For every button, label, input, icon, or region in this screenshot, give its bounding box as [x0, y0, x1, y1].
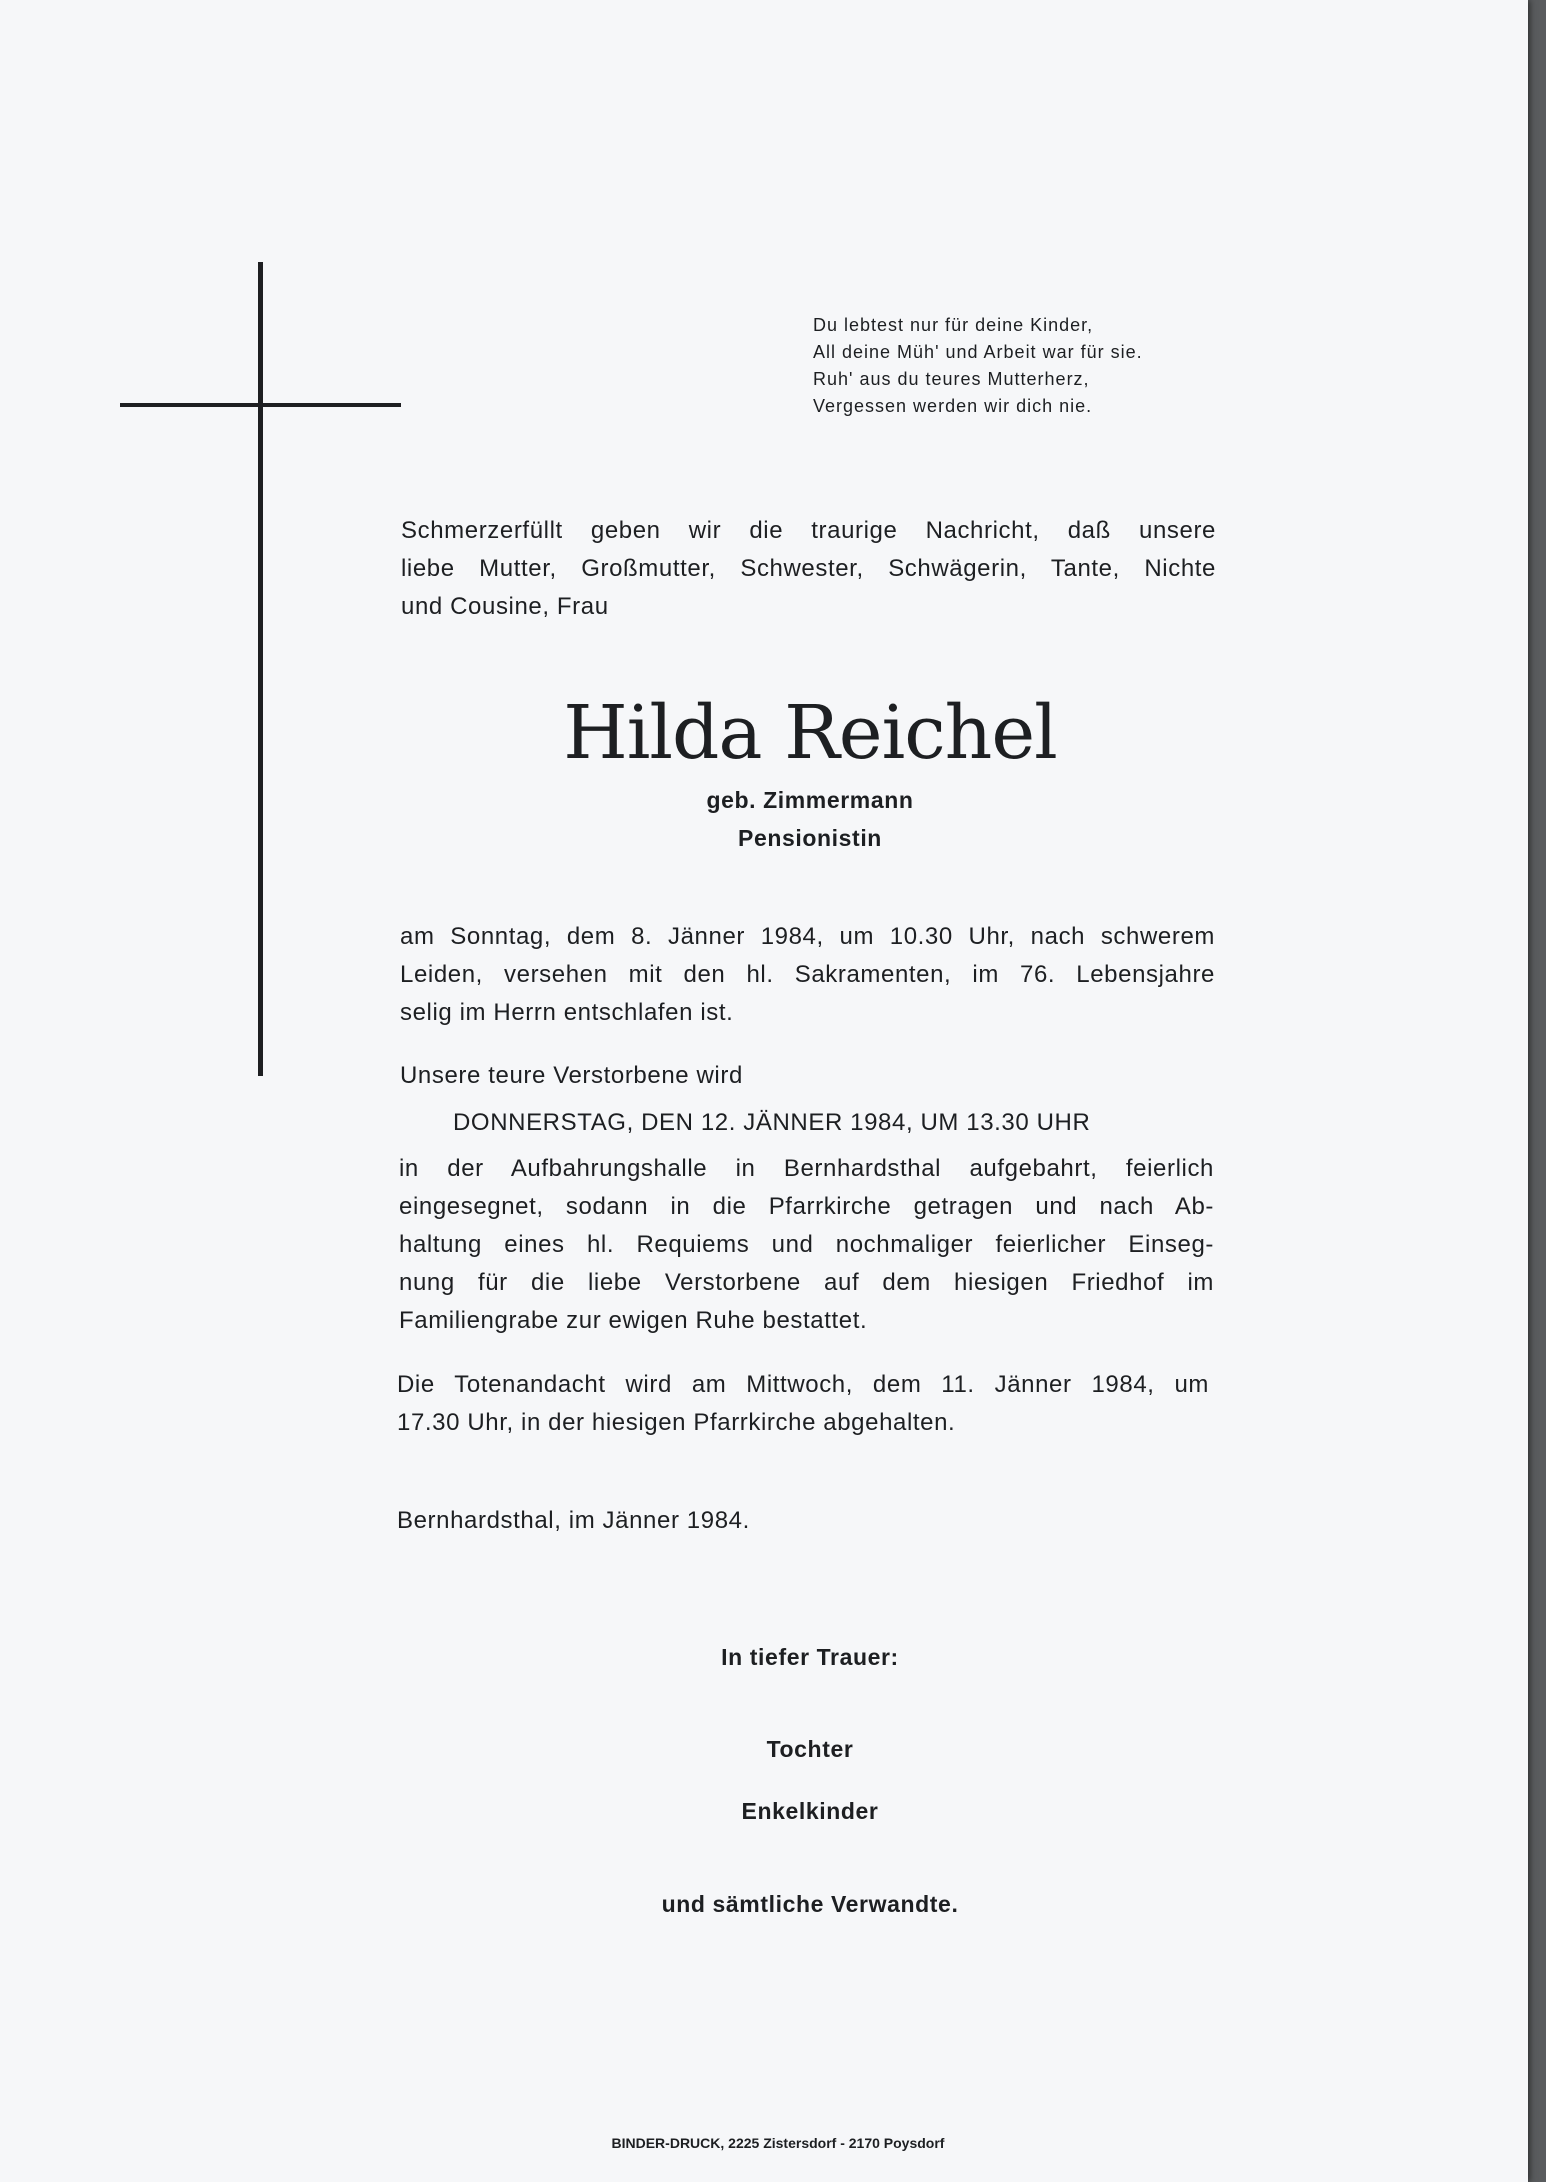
cross-vertical-bar: [258, 262, 263, 1076]
poem-line: Du lebtest nur für deine Kinder,: [813, 315, 1094, 335]
vigil-line: 17.30 Uhr, in der hiesigen Pfarrkirche abgehalten.: [397, 1409, 956, 1436]
printer-imprint: BINDER-DRUCK, 2225 Zistersdorf - 2170 Poysdorf: [611, 2135, 945, 2151]
death-notice-line: am Sonntag, dem 8. Jänner 1984, um 10.30 Uhr, nach schwerem: [400, 923, 1215, 950]
funeral-line: Familiengrabe zur ewigen Ruhe bestattet.: [399, 1307, 868, 1334]
deceased-name: Hilda Reichel: [563, 690, 1057, 776]
mourner-entry: und sämtliche Verwandte.: [661, 1891, 959, 1917]
funeral-line: in der Aufbahrungshalle in Bernhardsthal aufgebahrt, feierlich: [399, 1155, 1214, 1182]
death-notice-paragraph: [400, 918, 1215, 1032]
mourners-heading: In tiefer Trauer:: [721, 1644, 899, 1670]
poem-line: All deine Müh' und Arbeit war für sie.: [813, 342, 1143, 362]
death-notice-line: Leiden, versehen mit den hl. Sakramenten, im 76. Lebensjahre: [400, 961, 1215, 988]
funeral-date: DONNERSTAG, DEN 12. JÄNNER 1984, UM 13.30 UHR: [453, 1109, 1091, 1136]
cross-horizontal-bar: [120, 403, 401, 407]
poem-line: Vergessen werden wir dich nie.: [813, 396, 1093, 416]
mourner-entry: Tochter: [766, 1736, 854, 1762]
birth-name: geb. Zimmermann: [706, 787, 914, 813]
death-notice-line: selig im Herrn entschlafen ist.: [400, 999, 734, 1026]
funeral-line: haltung eines hl. Requiems und nochmaliger feierlicher Einseg-: [399, 1231, 1214, 1258]
funeral-paragraph: [399, 1150, 1214, 1340]
vigil-line: Die Totenandacht wird am Mittwoch, dem 11. Jänner 1984, um: [397, 1371, 1209, 1398]
intro-paragraph: [401, 512, 1216, 626]
memorial-poem: [813, 312, 1143, 420]
poem-line: Ruh' aus du teures Mutterherz,: [813, 369, 1090, 389]
vigil-paragraph: [397, 1366, 1209, 1442]
intro-line: liebe Mutter, Großmutter, Schwester, Schwägerin, Tante, Nichte: [401, 555, 1216, 582]
occupation: Pensionistin: [738, 825, 882, 851]
intro-line: und Cousine, Frau: [401, 593, 609, 620]
funeral-line: eingesegnet, sodann in die Pfarrkirche getragen und nach Ab-: [399, 1193, 1214, 1220]
funeral-lead: Unsere teure Verstorbene wird: [400, 1062, 743, 1089]
mourner-entry: Enkelkinder: [741, 1798, 879, 1824]
intro-line: Schmerzerfüllt geben wir die traurige Nachricht, daß unsere: [401, 517, 1216, 544]
place-date: Bernhardsthal, im Jänner 1984.: [397, 1507, 750, 1534]
funeral-line: nung für die liebe Verstorbene auf dem hiesigen Friedhof im: [399, 1269, 1214, 1296]
